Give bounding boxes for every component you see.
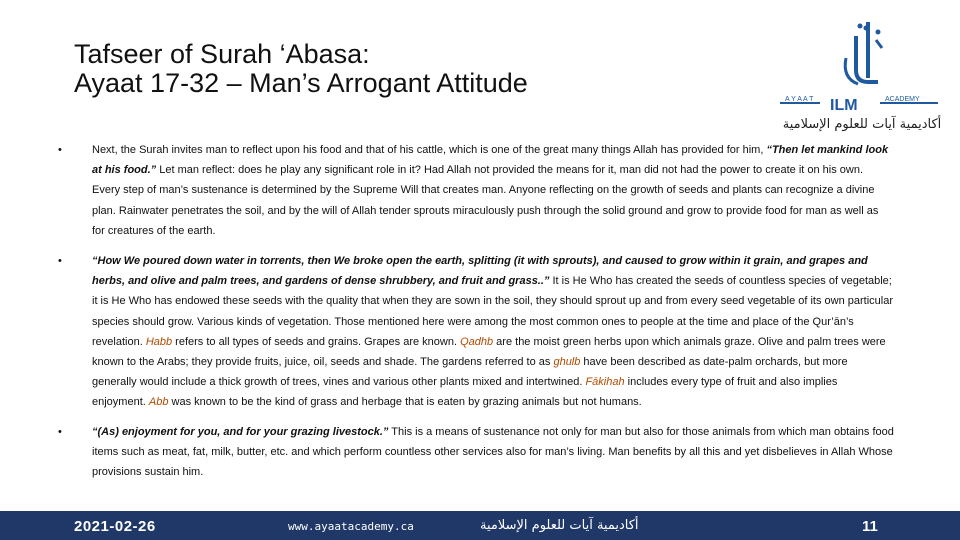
arabic-term: ghulb (553, 356, 581, 369)
quran-quote: “How We poured down water in torrents, then We broke open the earth, splitting (it with sprouts), and caused to grow within it grain, and grapes and herbs, and olive and palm trees, and gardens of dense shrubbery, and fruit and grass..” (92, 255, 868, 288)
bullet-text: are the moist green herbs upon which animals graze. Olive and palm trees were known to the Arabs; they provide fruits, juice, oil, seeds and shade. The gardens referred to as (92, 335, 886, 369)
bullet-dot: • (58, 144, 62, 156)
academy-logo (775, 18, 945, 140)
bullet-text: Let man reflect: does he play any significant role in it? Had Allah not provided the means for it, man did not had the power to create it on his own. Every step of man’s sustenance is determined by the Supreme Will that creates man. Anyone reflecting on the growth of seeds and plants can recognize a divine plan. Rainwater penetrates the soil, and by the will of Allah tender sprouts miraculously push through the solid ground and grow to provide food for man as well as for creatures of the earth. (92, 164, 879, 237)
bullet-item (58, 251, 894, 413)
arabic-term: Habb (145, 335, 173, 348)
arabic-term: Abb (148, 396, 169, 409)
bullet-item (58, 422, 894, 483)
quran-quote: “(As) enjoyment for you, and for your grazing livestock.” (92, 425, 389, 438)
bullet-item (58, 140, 894, 241)
quran-quote: “Then let mankind look at his food.” (92, 144, 889, 177)
bullet-dot: • (58, 255, 62, 268)
bullet-text: refers to all types of seeds and grains. Grapes are known. (172, 335, 461, 348)
arabic-term: Fākihah (585, 376, 625, 389)
slide-body (58, 140, 894, 482)
slide-title-line-2: Ayaat 17-32 – Man’s Arrogant Attitude (74, 68, 528, 98)
bullet-dot: • (58, 425, 62, 438)
page-number: 11 (862, 518, 878, 535)
logo-band-left: A Y A A T (785, 96, 814, 103)
bullet-text: have been described as date-palm orchards, but more generally would include a thick growth of trees, vines and various other plants mixed and intertwined. (92, 356, 848, 389)
slide-title (74, 40, 714, 98)
arabic-calligraphy-logo-icon (838, 18, 888, 90)
logo-band (780, 93, 938, 113)
slide-footer (0, 511, 960, 540)
logo-arabic-text: أكاديمية آيات للعلوم الإسلامية (782, 117, 942, 132)
bullet-text: This is a means of sustenance not only for man but also for those animals from which man obtains food items such as meat, fat, milk, butter, etc. and which perform countless other services also for man’s living. Man benefits by all this and yet disbelieves in Allah Whose provisions sustain him. (92, 425, 894, 479)
bullet-text: includes every type of fruit and also implies enjoyment. (92, 376, 838, 409)
bullet-text: Next, the Surah invites man to reflect upon his food and that of his cattle, which is one of the great many things Allah has provided for him, (92, 144, 767, 156)
footer-date: 2021-02-26 (74, 518, 156, 535)
slide-title-line-1: Tafseer of Surah ‘Abasa: (74, 39, 370, 69)
bullet-text: It is He Who has created the seeds of countless species of vegetable; it is He Who has endowed these seeds with the quality that when they are sown in the soil, they should sprout up and from every seed vegetable of its own particular species should grow. Various kinds of vegetation. Those mentioned here were among the most common ones to people at the time and place of the Qur’ān’s revelation. (92, 275, 894, 348)
footer-arabic-text: أكاديمية آيات للعلوم الإسلامية (480, 518, 639, 533)
footer-url[interactable]: www.ayaatacademy.ca (288, 520, 414, 533)
arabic-term: Qadhb (460, 335, 494, 348)
bullet-text: was known to be the kind of grass and herbage that is eaten by grazing animals but not humans. (168, 396, 642, 409)
logo-band-right: ACADEMY (885, 96, 920, 103)
logo-band-mid: ILM (830, 97, 858, 113)
